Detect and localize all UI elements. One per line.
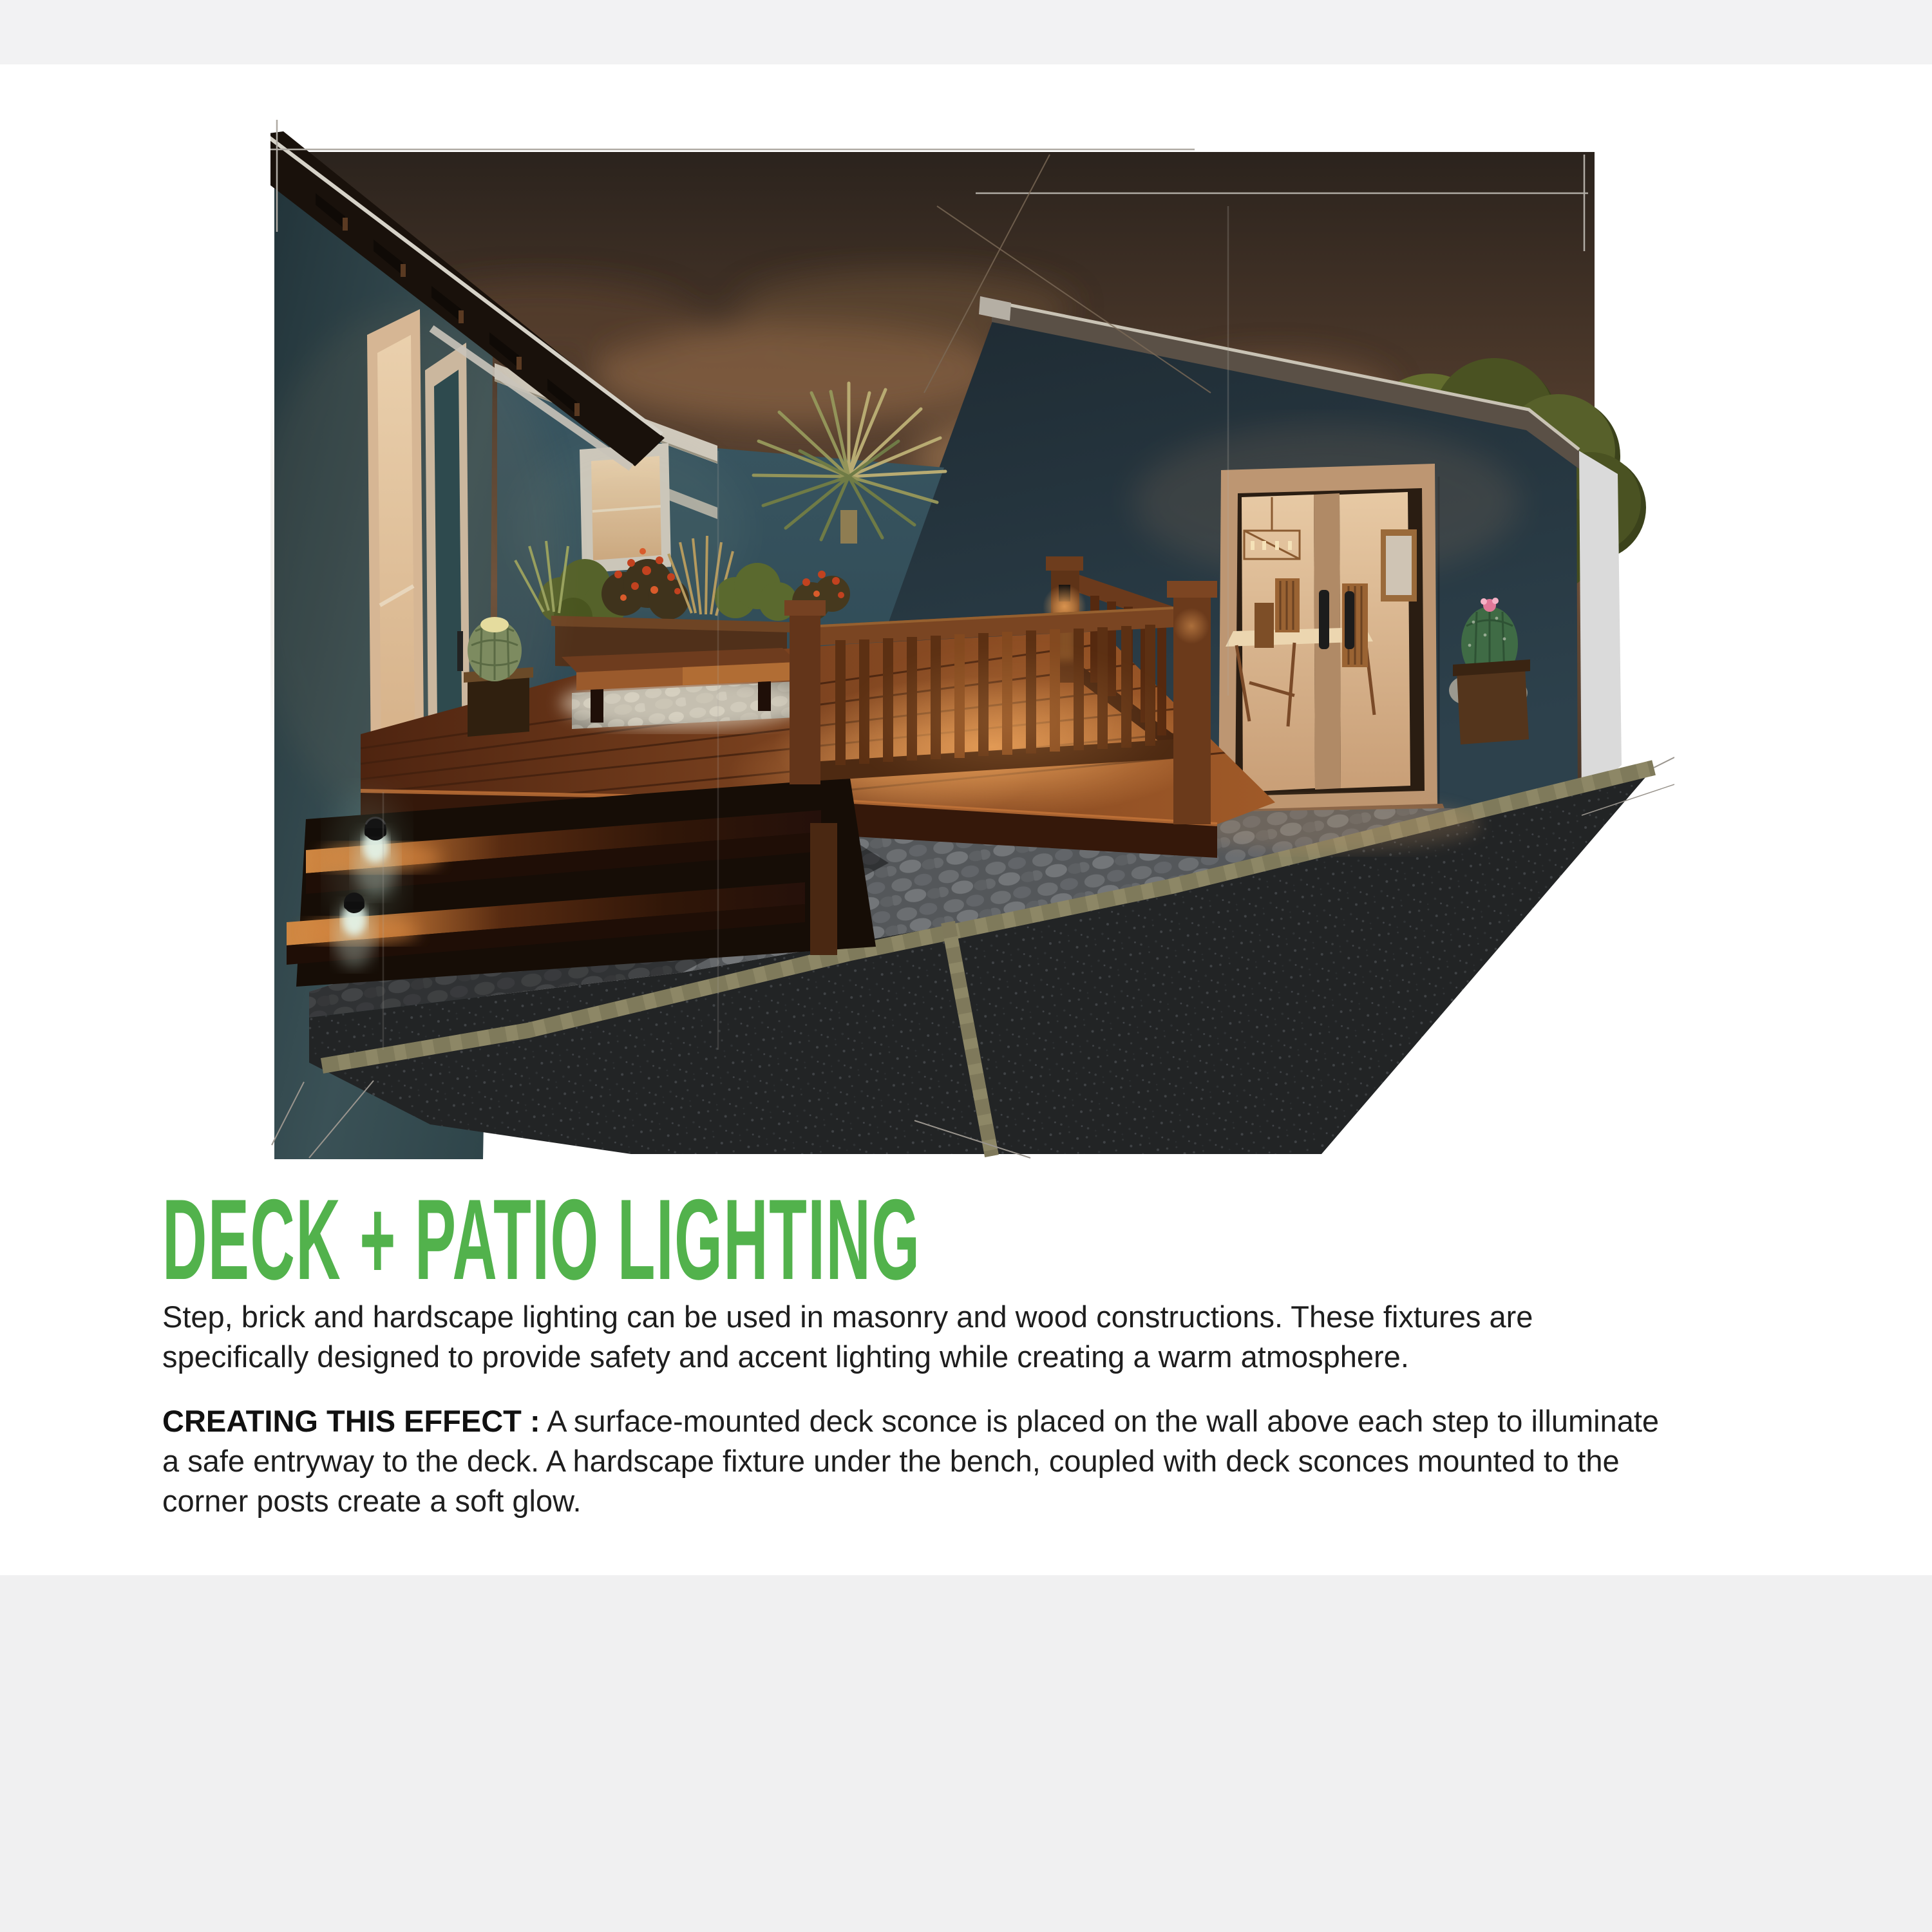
step-newel-post [810, 823, 837, 955]
railing-front-section [820, 607, 1179, 799]
night-render-scene [270, 116, 1674, 1159]
bench [560, 648, 805, 729]
section-cut-plane [1579, 451, 1622, 802]
effect-paragraph [162, 1401, 1663, 1521]
railing-corner-post [1167, 581, 1217, 824]
section-title: DECK + PATIO LIGHTING [162, 1175, 921, 1303]
door-handle [457, 631, 463, 671]
railing-left-post [784, 600, 826, 784]
footer [0, 1575, 1932, 1932]
top-border-strip [0, 0, 1932, 64]
effect-label: CREATING THIS EFFECT : [162, 1404, 540, 1438]
picture-frame [1381, 529, 1417, 601]
effect-text: A surface-mounted deck sconce is placed on the wall above each step to illuminate a safe entryway to the deck. A hardscape fixture under the bench, coupled with deck sconces mounted to the corner posts create a soft glow. [162, 1404, 1660, 1518]
deck-patio-render [270, 116, 1674, 1159]
intro-paragraph: Step, brick and hardscape lighting can be used in masonry and wood constructions. These fixtures are specifically designed to provide safety and accent lighting while creating a warm atmosphere. [162, 1300, 1533, 1374]
